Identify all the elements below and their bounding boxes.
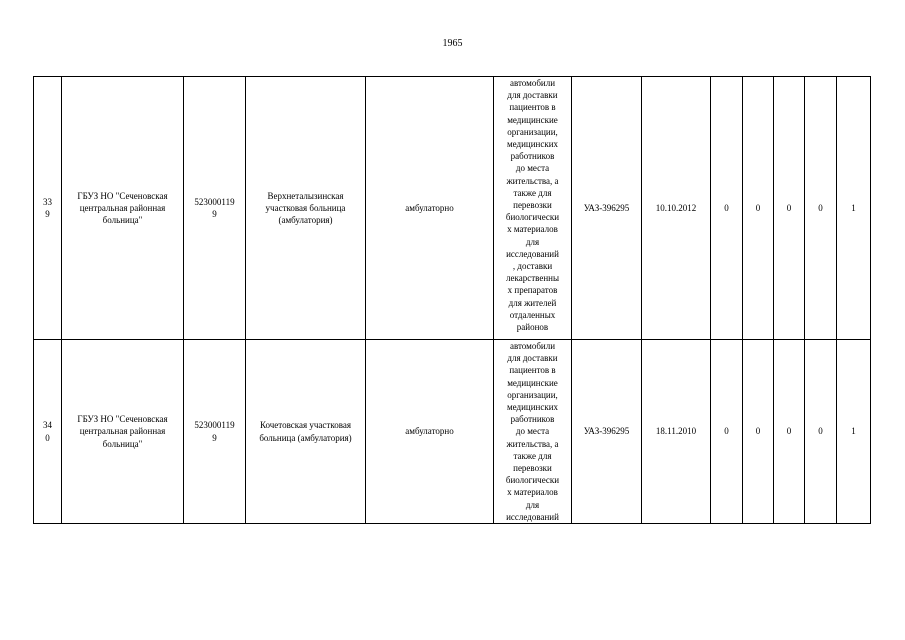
count-cell: 1	[837, 77, 871, 340]
purpose-cell: автомобили для доставки пациентов в медицинские организации, медицинских работников до места жительства, а также для перевозки биологически х материалов для исследований , доставки лекарственны х препаратов для жителей отдаленных районов	[494, 77, 572, 340]
date-cell: 10.10.2012	[642, 77, 711, 340]
count-cell: 0	[743, 340, 774, 524]
subdivision-cell: Верхнеталызинская участковая больница (амбулатория)	[246, 77, 366, 340]
page-number: 1965	[442, 38, 463, 49]
row-number-cell: 34 0	[34, 340, 62, 524]
care-mode-cell: амбулаторно	[366, 77, 494, 340]
count-cell: 0	[711, 77, 743, 340]
row-number-cell: 33 9	[34, 77, 62, 340]
date-cell: 18.11.2010	[642, 340, 711, 524]
table-row	[34, 77, 871, 340]
care-mode-cell: амбулаторно	[366, 340, 494, 524]
organization-cell: ГБУЗ НО "Сеченовская центральная районная больница"	[62, 340, 184, 524]
count-cell: 0	[743, 77, 774, 340]
count-cell: 0	[805, 340, 837, 524]
table-row	[34, 340, 871, 524]
count-cell: 0	[774, 340, 805, 524]
count-cell: 0	[711, 340, 743, 524]
count-cell: 0	[774, 77, 805, 340]
purpose-cell: автомобили для доставки пациентов в медицинские организации, медицинских работников до места жительства, а также для перевозки биологически х материалов для исследований	[494, 340, 572, 524]
count-cell: 1	[837, 340, 871, 524]
count-cell: 0	[805, 77, 837, 340]
code-cell: 523000119 9	[184, 77, 246, 340]
vehicle-model-cell: УАЗ-396295	[572, 77, 642, 340]
vehicle-model-cell: УАЗ-396295	[572, 340, 642, 524]
organization-cell: ГБУЗ НО "Сеченовская центральная районная больница"	[62, 77, 184, 340]
code-cell: 523000119 9	[184, 340, 246, 524]
vehicle-registry-table	[33, 76, 871, 524]
subdivision-cell: Кочетовская участковая больница (амбулатория)	[246, 340, 366, 524]
